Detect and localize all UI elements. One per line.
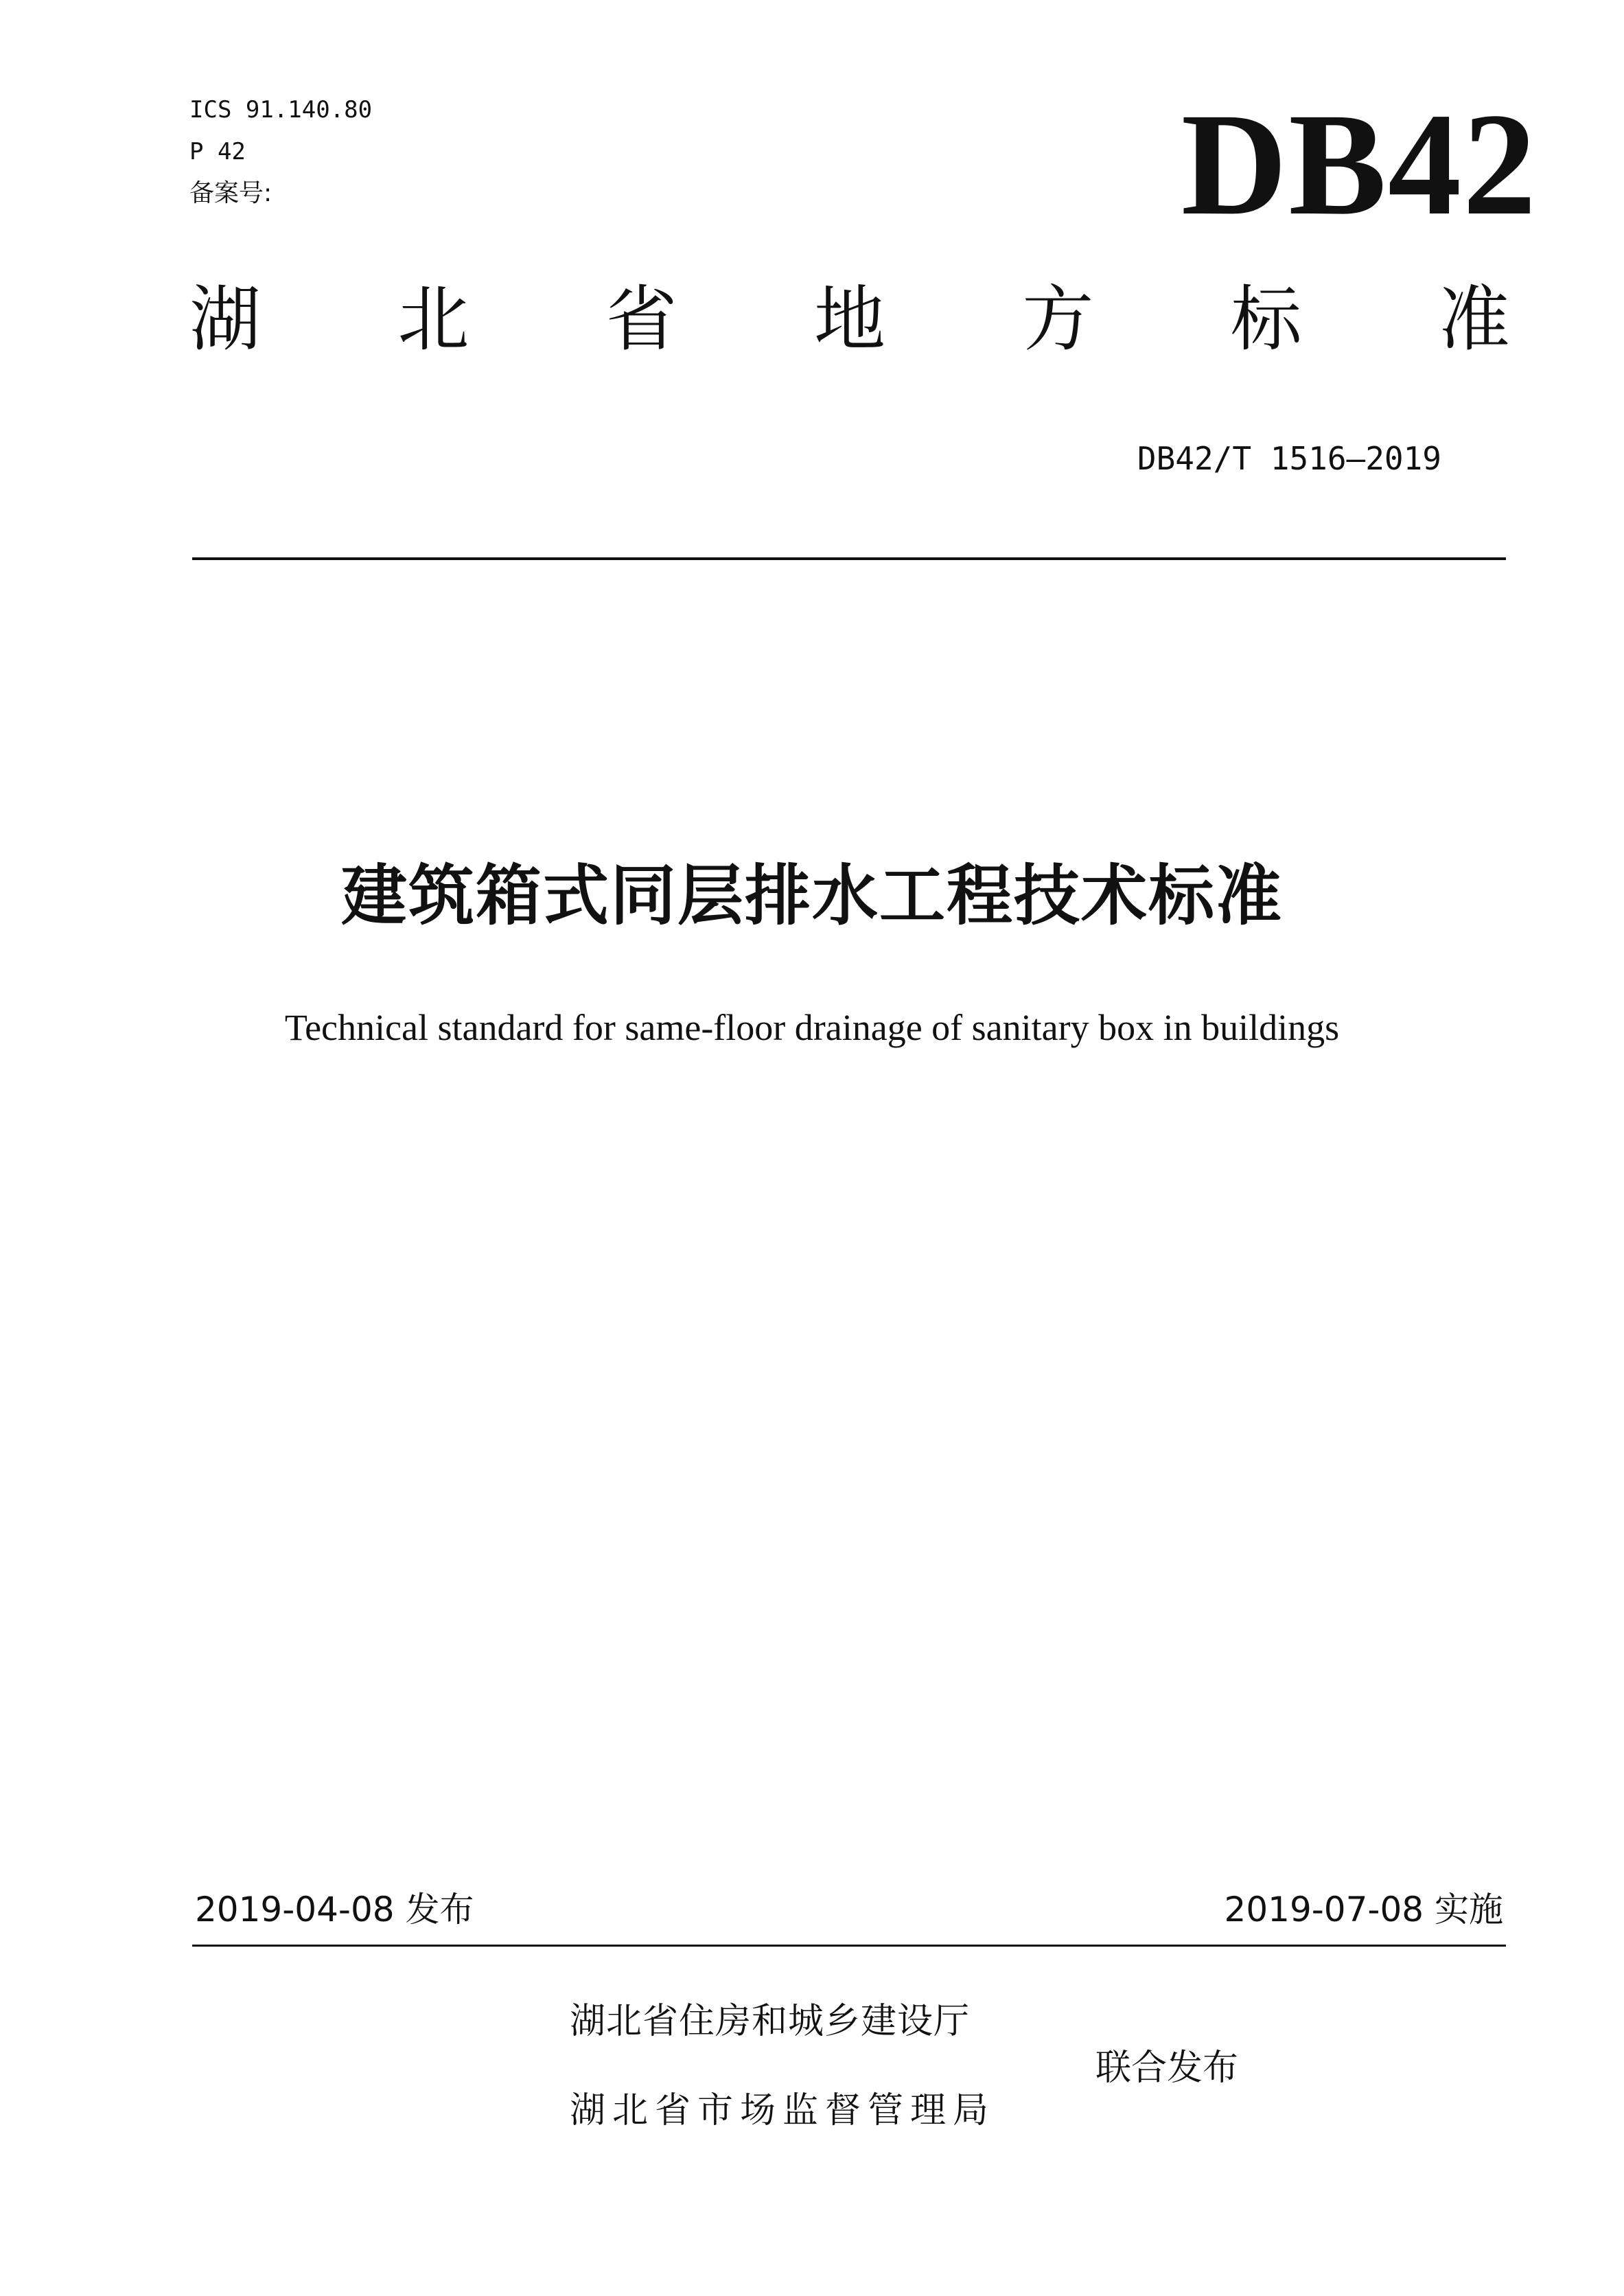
standard-type-char: 北 xyxy=(397,277,469,361)
standard-type-char: 方 xyxy=(1022,277,1094,361)
issuer-market-bureau: 湖北省市场监督管理局 xyxy=(570,2090,996,2131)
joint-release-label: 联合发布 xyxy=(1095,2048,1239,2089)
standard-type-char: 省 xyxy=(605,277,677,361)
filing-number-label: 备案号: xyxy=(189,179,272,207)
standard-type-char: 准 xyxy=(1438,277,1510,361)
bottom-divider xyxy=(192,1945,1506,1947)
standard-number: DB42/T 1516—2019 xyxy=(1137,440,1441,477)
standard-type-char: 标 xyxy=(1230,277,1302,361)
issuer-housing-department: 湖北省住房和城乡建设厅 xyxy=(570,2001,971,2042)
implement-date: 2019-07-08 实施 xyxy=(1224,1890,1503,1929)
document-title-en: Technical standard for same-floor drainage of sanitary box in buildings xyxy=(284,1007,1340,1048)
document-title-cn: 建筑箱式同层排水工程技术标准 xyxy=(341,857,1283,934)
standard-type-char: 地 xyxy=(813,277,885,361)
standard-type-char: 湖 xyxy=(189,277,262,361)
standard-code-mark: DB42 xyxy=(1181,83,1538,246)
top-divider xyxy=(192,557,1506,560)
ics-code: ICS 91.140.80 xyxy=(189,96,373,124)
standard-type-heading xyxy=(189,275,1510,364)
publish-date: 2019-04-08 发布 xyxy=(195,1890,474,1929)
category-code: P 42 xyxy=(189,138,246,165)
